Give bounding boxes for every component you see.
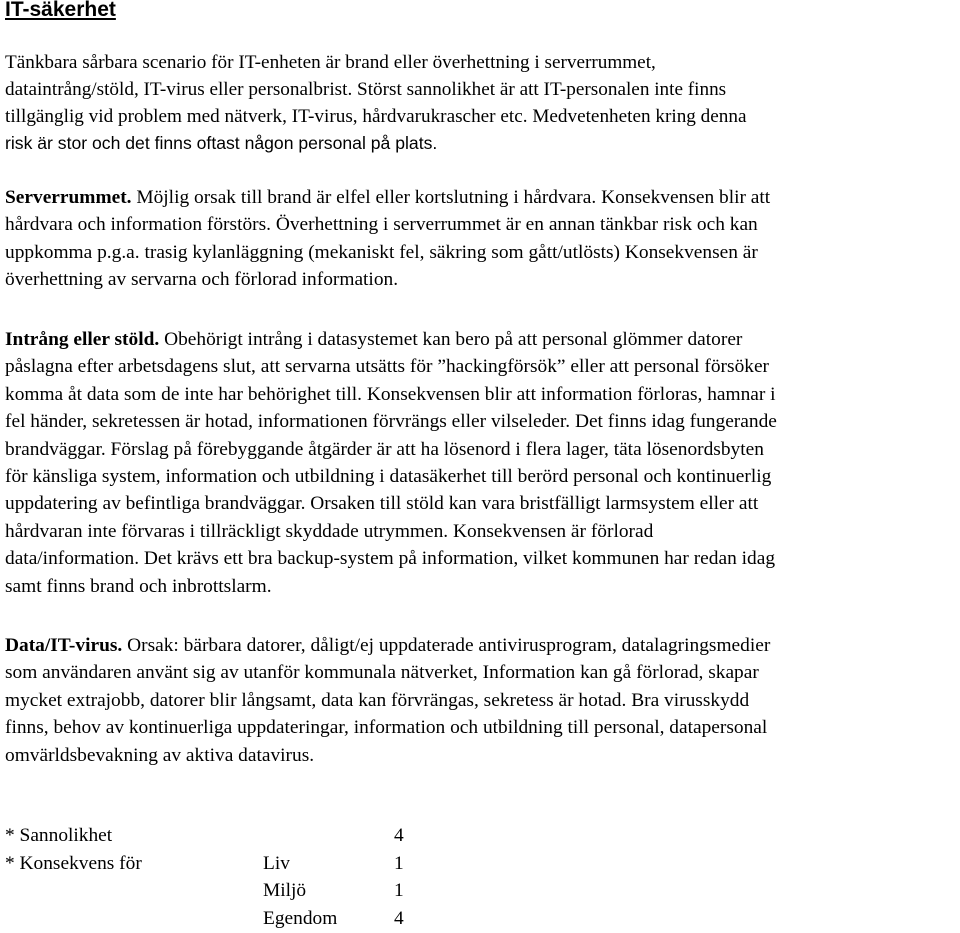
rating-label: * Sannolikhet bbox=[5, 825, 113, 846]
rating-sublabel: Liv bbox=[263, 852, 290, 874]
intro-line: tillgänglig vid problem med nätverk, IT-virus, hårdvarukrascher etc. Medvetenheten kring denna bbox=[5, 106, 747, 127]
paragraph-line: mycket extrajobb, datorer blir långsamt, data kan förvrängas, sekretess är hotad. Bra virusskydd bbox=[5, 689, 750, 711]
rating-value: 4 bbox=[394, 907, 404, 929]
page-title: IT-säkerhet bbox=[5, 0, 116, 21]
intrang-heading: Intrång eller stöld. bbox=[5, 329, 160, 350]
intro-line: dataintrång/stöld, IT-virus eller personalbrist. Störst sannolikhet är att IT-personalen inte finns bbox=[5, 79, 727, 100]
paragraph-text: Orsak: bärbara datorer, dåligt/ej uppdaterade antivirusprogram, datalagringsmedier bbox=[122, 635, 771, 656]
intro-paragraph bbox=[5, 49, 957, 157]
paragraph-line: hårdvara och information förstörs. Överhettning i serverrummet är en annan tänkbar risk och kan bbox=[5, 214, 758, 236]
paragraph-line: omvärldsbevakning av aktiva datavirus. bbox=[5, 744, 315, 766]
paragraph-line: samt finns brand och inbrottslarm. bbox=[5, 575, 272, 597]
datavirus-paragraph bbox=[5, 632, 960, 769]
paragraph-line: uppdatering av befintliga brandväggar. Orsaken till stöld kan vara bristfälligt larmsystem eller att bbox=[5, 493, 759, 515]
rating-value: 4 bbox=[394, 825, 404, 846]
paragraph-line: uppkomma p.g.a. trasig kylanläggning (mekaniskt fel, säkring som gått/utlösts) Konsekvensen är bbox=[5, 241, 758, 263]
paragraph-line: finns, behov av kontinuerliga uppdateringar, information och utbildning till personal, datapersonal bbox=[5, 717, 768, 739]
rating-value: 1 bbox=[394, 852, 404, 874]
paragraph-line: påslagna efter arbetsdagens slut, att servarna utsätts för ”hackingförsök” eller att personal försöker bbox=[5, 356, 770, 378]
rating-value: 1 bbox=[394, 880, 404, 901]
rating-sublabel: Miljö bbox=[263, 880, 307, 901]
serverrummet-heading: Serverrummet. bbox=[5, 187, 132, 208]
paragraph-line: komma åt data som de inte har behörighet till. Konsekvensen blir att information förloras, hamnar i bbox=[5, 383, 776, 405]
intrang-paragraph bbox=[5, 326, 960, 600]
paragraph-line: för känsliga system, information och utbildning i datasäkerhet till berörd personal och kontinuerlig bbox=[5, 466, 772, 488]
rating-label: * Konsekvens för bbox=[5, 852, 142, 874]
intro-line: risk är stor och det finns oftast någon personal på plats. bbox=[5, 133, 438, 153]
serverrummet-paragraph bbox=[5, 184, 960, 294]
intro-line: Tänkbara sårbara scenario för IT-enheten är brand eller överhettning i serverrummet, bbox=[5, 52, 656, 73]
paragraph-text: Obehörigt intrång i datasystemet kan bero på att personal glömmer datorer bbox=[159, 329, 743, 350]
datavirus-heading: Data/IT-virus. bbox=[5, 635, 123, 656]
paragraph-line: data/information. Det krävs ett bra backup-system på information, vilket kommunen har redan idag bbox=[5, 548, 776, 570]
paragraph-line: brandväggar. Förslag på förebyggande åtgärder är att ha lösenord i flera lager, täta lösenordsbyten bbox=[5, 438, 764, 460]
paragraph-text: Möjlig orsak till brand är elfel eller kortslutning i hårdvara. Konsekvensen blir att bbox=[131, 187, 771, 208]
paragraph-line: hårdvaran inte förvaras i tillräckligt skyddade utrymmen. Konsekvensen är förlorad bbox=[5, 520, 654, 542]
paragraph-line: som användaren använt sig av utanför kommunala nätverket, Information kan gå förlorad, skapar bbox=[5, 662, 759, 684]
paragraph-line: överhettning av servarna och förlorad information. bbox=[5, 269, 399, 291]
rating-sublabel: Egendom bbox=[263, 907, 338, 929]
paragraph-line: fel händer, sekretessen är hotad, informationen förvrängs eller vilseleder. Det finns idag fungerande bbox=[5, 411, 777, 433]
